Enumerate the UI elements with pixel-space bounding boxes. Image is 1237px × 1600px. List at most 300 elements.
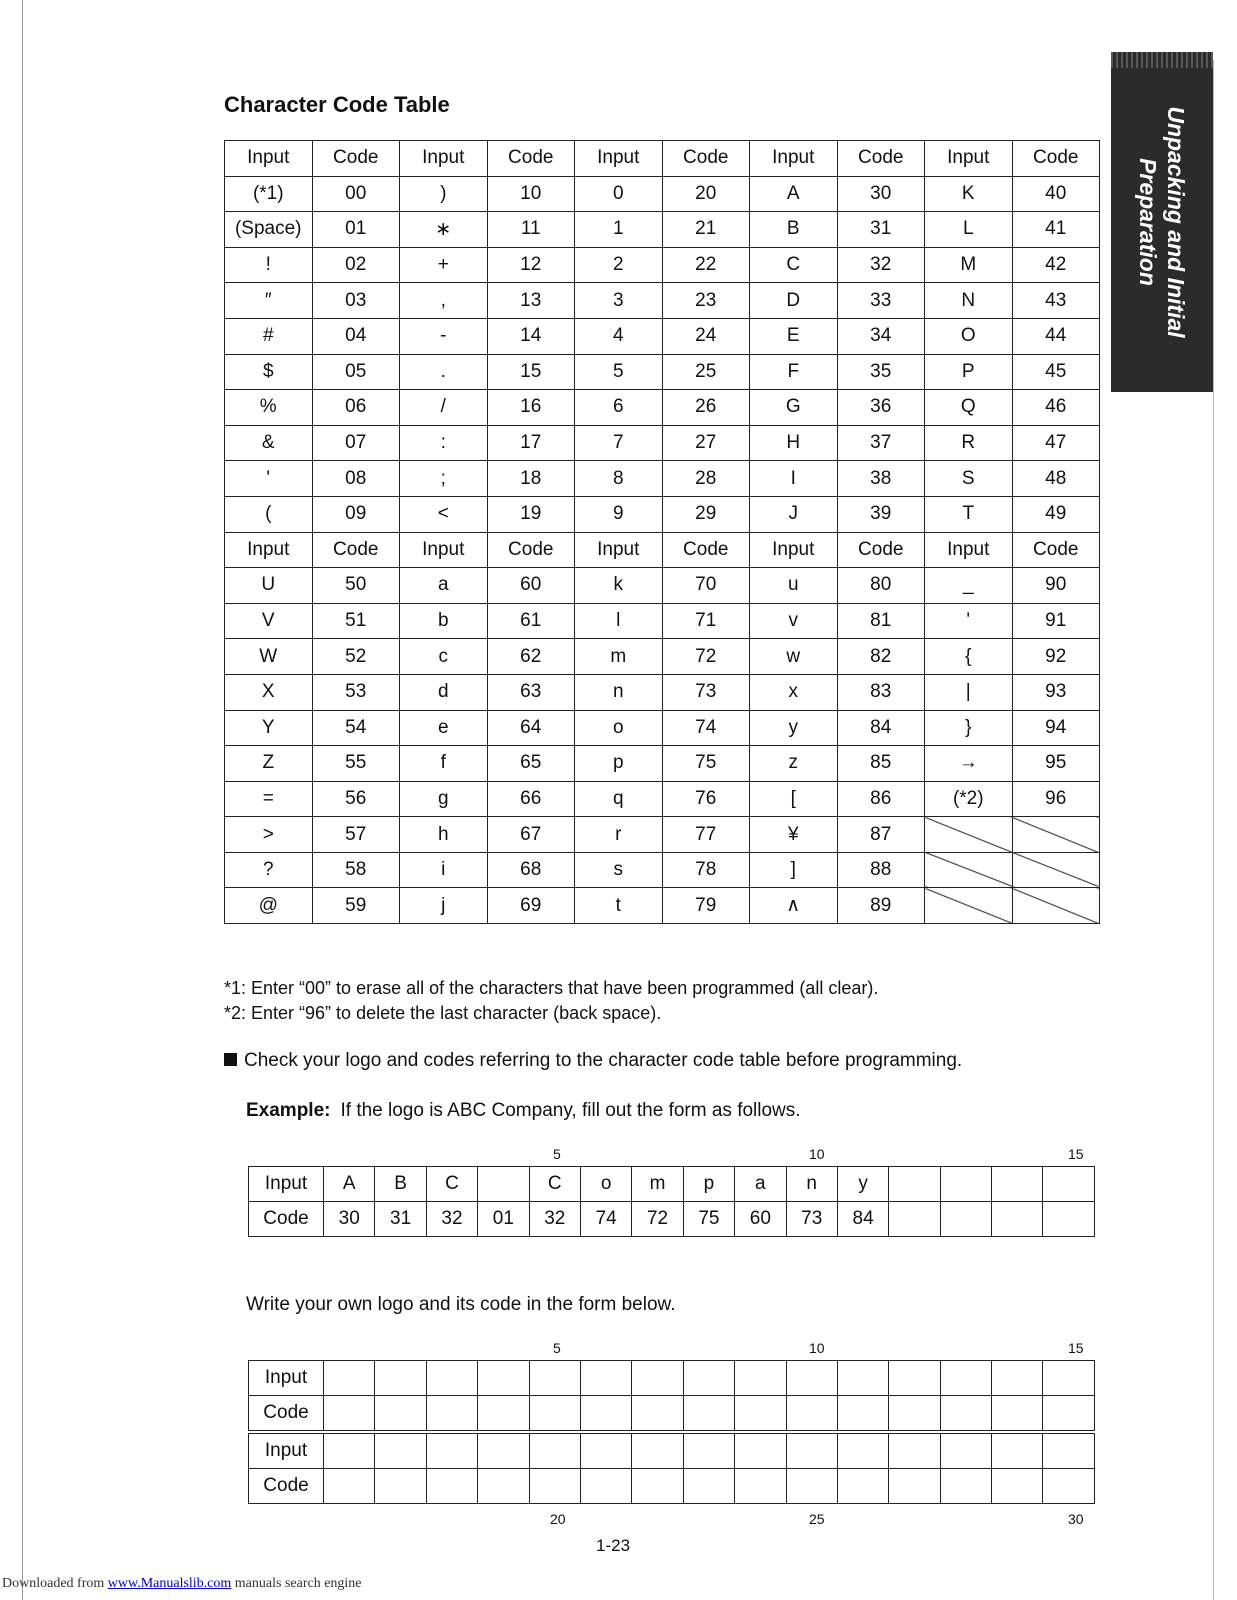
code-table-row (225, 141, 1100, 177)
blank-form-cell[interactable] (580, 1469, 631, 1504)
code-table-cell: 76 (662, 781, 750, 817)
code-table-cell: s (575, 852, 663, 888)
code-table-cell: . (400, 354, 488, 390)
example-col-number-10: 10 (809, 1146, 825, 1162)
example-line (246, 1100, 801, 1122)
code-table-cell: + (400, 247, 488, 283)
code-table-cell: g (400, 781, 488, 817)
code-table-cell (1012, 852, 1100, 888)
code-table-cell: 59 (312, 888, 400, 924)
blank-form-cell[interactable] (324, 1432, 375, 1469)
blank-form-cell[interactable] (940, 1469, 991, 1504)
code-table-cell: 65 (487, 746, 575, 782)
code-table-header-cell: Code (1012, 532, 1100, 568)
blank-form-cell[interactable] (478, 1361, 529, 1396)
code-table-cell: j (400, 888, 488, 924)
code-table-cell: 34 (837, 318, 925, 354)
example-form-cell: 73 (786, 1202, 837, 1237)
code-table-row (225, 532, 1100, 568)
example-form-cell (889, 1167, 940, 1202)
example-form-row (249, 1202, 1095, 1237)
blank-form-cell[interactable] (375, 1361, 426, 1396)
blank-form-cell[interactable] (580, 1361, 631, 1396)
code-table-cell: y (750, 710, 838, 746)
blank-form-cell[interactable] (426, 1396, 477, 1433)
side-tab-line2: Preparation (1135, 158, 1161, 286)
blank-form-cell[interactable] (375, 1396, 426, 1433)
code-table-cell: S (925, 461, 1013, 497)
code-table-cell: 8 (575, 461, 663, 497)
code-table-cell: 0 (575, 176, 663, 212)
code-table-cell: 94 (1012, 710, 1100, 746)
code-table-cell: P (925, 354, 1013, 390)
code-table-cell: 08 (312, 461, 400, 497)
code-table-cell: i (400, 852, 488, 888)
code-table-cell: 81 (837, 603, 925, 639)
code-table-cell: 88 (837, 852, 925, 888)
code-table-cell: 16 (487, 390, 575, 426)
code-table-cell: B (750, 212, 838, 248)
blank-col-number-15: 15 (1068, 1340, 1084, 1356)
blank-form-cell[interactable] (632, 1469, 683, 1504)
example-form-cell (1043, 1167, 1094, 1202)
code-table-row (225, 283, 1100, 319)
code-table-row (225, 568, 1100, 604)
blank-form-cell[interactable] (683, 1432, 734, 1469)
code-table-row (225, 461, 1100, 497)
page-title: Character Code Table (224, 92, 450, 117)
code-table-header-cell: Input (225, 141, 313, 177)
example-form-cell: C (529, 1167, 580, 1202)
footer-link[interactable]: www.Manualslib.com (107, 1576, 232, 1591)
code-table-cell: (Space) (225, 212, 313, 248)
blank-form-cell[interactable] (735, 1361, 786, 1396)
code-table-cell: 28 (662, 461, 750, 497)
blank-form-cell[interactable] (426, 1432, 477, 1469)
code-table-header-cell: Code (487, 532, 575, 568)
blank-form-cell[interactable] (735, 1432, 786, 1469)
code-table-cell: 42 (1012, 247, 1100, 283)
code-table-header-cell: Code (312, 532, 400, 568)
code-table-header-cell: Input (925, 141, 1013, 177)
code-table-cell: & (225, 425, 313, 461)
blank-form-cell[interactable] (683, 1396, 734, 1433)
code-table-header-cell: Input (400, 532, 488, 568)
left-margin-line (22, 0, 23, 1600)
code-table-cell: ] (750, 852, 838, 888)
code-table-cell: J (750, 496, 838, 532)
code-table-cell: E (750, 318, 838, 354)
code-table-cell (925, 888, 1013, 924)
example-form-cell: m (632, 1167, 683, 1202)
check-instruction (224, 1050, 962, 1072)
code-table-cell: Z (225, 746, 313, 782)
blank-col-number-5: 5 (553, 1340, 561, 1356)
blank-form-cell[interactable] (580, 1432, 631, 1469)
example-form-cell: 60 (735, 1202, 786, 1237)
code-table-cell: 43 (1012, 283, 1100, 319)
code-table-header-cell: Input (750, 141, 838, 177)
code-table-cell: q (575, 781, 663, 817)
code-table-cell: 86 (837, 781, 925, 817)
blank-form-cell[interactable] (426, 1361, 477, 1396)
code-table-cell: 39 (837, 496, 925, 532)
code-table-row (225, 354, 1100, 390)
blank-form-cell[interactable] (683, 1469, 734, 1504)
code-table-cell: 27 (662, 425, 750, 461)
code-table-cell: 79 (662, 888, 750, 924)
code-table-cell: 62 (487, 639, 575, 675)
code-table-row (225, 710, 1100, 746)
example-form-cell: 31 (375, 1202, 426, 1237)
code-table-cell: H (750, 425, 838, 461)
code-table-row (225, 781, 1100, 817)
example-form (248, 1166, 1095, 1237)
code-table-cell: 5 (575, 354, 663, 390)
blank-form-cell[interactable] (1043, 1469, 1094, 1504)
blank-row-label: Input (249, 1432, 324, 1469)
example-col-number-5: 5 (553, 1146, 561, 1162)
blank-col-number-30: 30 (1068, 1511, 1084, 1527)
code-table-cell: X (225, 674, 313, 710)
code-table-cell: A (750, 176, 838, 212)
code-table-cell: l (575, 603, 663, 639)
code-table-cell: R (925, 425, 1013, 461)
code-table-cell: > (225, 817, 313, 853)
code-table-cell: 37 (837, 425, 925, 461)
code-table-cell: { (925, 639, 1013, 675)
code-table-cell: 03 (312, 283, 400, 319)
blank-form-cell[interactable] (478, 1396, 529, 1433)
code-table-cell: u (750, 568, 838, 604)
code-table-cell: N (925, 283, 1013, 319)
code-table-cell: 6 (575, 390, 663, 426)
code-table-cell: 73 (662, 674, 750, 710)
code-table-cell: v (750, 603, 838, 639)
example-form-cell (992, 1167, 1043, 1202)
blank-form-cell[interactable] (889, 1396, 940, 1433)
blank-form-cell[interactable] (324, 1396, 375, 1433)
code-table-cell: ! (225, 247, 313, 283)
example-form-cell: n (786, 1167, 837, 1202)
code-table-cell: 30 (837, 176, 925, 212)
blank-form-cell[interactable] (529, 1432, 580, 1469)
code-table-row (225, 496, 1100, 532)
blank-form-row (249, 1361, 1095, 1396)
code-table-cell: O (925, 318, 1013, 354)
code-table-cell: 17 (487, 425, 575, 461)
blank-form-cell[interactable] (735, 1469, 786, 1504)
blank-row-label: Input (249, 1361, 324, 1396)
page-number: 1-23 (596, 1536, 631, 1555)
blank-form-cell[interactable] (375, 1432, 426, 1469)
code-table-cell: e (400, 710, 488, 746)
example-form-cell (992, 1202, 1043, 1237)
blank-form-cell[interactable] (837, 1432, 888, 1469)
blank-form-cell[interactable] (529, 1361, 580, 1396)
bullet-square-icon (224, 1053, 237, 1066)
code-table-cell: - (400, 318, 488, 354)
code-table-cell (1012, 817, 1100, 853)
code-table-row (225, 639, 1100, 675)
blank-col-number-10: 10 (809, 1340, 825, 1356)
code-table-cell: h (400, 817, 488, 853)
code-table-cell: 77 (662, 817, 750, 853)
code-table-header-cell: Code (662, 141, 750, 177)
code-table-cell: 1 (575, 212, 663, 248)
blank-form-cell[interactable] (940, 1361, 991, 1396)
code-table-cell: k (575, 568, 663, 604)
blank-form-cell[interactable] (889, 1469, 940, 1504)
write-instruction: Write your own logo and its code in the form below. (246, 1294, 676, 1315)
code-table-cell: d (400, 674, 488, 710)
blank-form-cell[interactable] (889, 1361, 940, 1396)
code-table-cell: c (400, 639, 488, 675)
example-form-cell (889, 1202, 940, 1237)
blank-form-cell[interactable] (786, 1396, 837, 1433)
code-table-header-cell: Input (575, 532, 663, 568)
code-table-cell: 57 (312, 817, 400, 853)
example-form-cell: 84 (837, 1202, 888, 1237)
blank-form-cell[interactable] (837, 1396, 888, 1433)
code-table-header-cell: Code (487, 141, 575, 177)
code-table-cell: 90 (1012, 568, 1100, 604)
blank-form-cell[interactable] (426, 1469, 477, 1504)
code-table-cell: ″ (225, 283, 313, 319)
blank-form-cell[interactable] (529, 1396, 580, 1433)
blank-form-cell[interactable] (683, 1361, 734, 1396)
blank-form-cell[interactable] (992, 1361, 1043, 1396)
blank-form-cell[interactable] (375, 1469, 426, 1504)
example-form-cell: a (735, 1167, 786, 1202)
code-table-row (225, 852, 1100, 888)
blank-form-cell[interactable] (632, 1432, 683, 1469)
code-table-header-cell: Code (837, 141, 925, 177)
code-table-row (225, 888, 1100, 924)
blank-form-cell[interactable] (786, 1469, 837, 1504)
example-form-cell: 01 (478, 1202, 529, 1237)
code-table-header-cell: Code (312, 141, 400, 177)
blank-form-cell[interactable] (992, 1432, 1043, 1469)
example-form-cell: A (324, 1167, 375, 1202)
code-table-cell: < (400, 496, 488, 532)
code-table-cell: 13 (487, 283, 575, 319)
code-table-cell: 93 (1012, 674, 1100, 710)
example-row-label: Input (249, 1167, 324, 1202)
code-table-cell: W (225, 639, 313, 675)
code-table-cell: 29 (662, 496, 750, 532)
code-table-cell: 02 (312, 247, 400, 283)
code-table-cell: ' (925, 603, 1013, 639)
example-form-cell: 72 (632, 1202, 683, 1237)
code-table-row (225, 674, 1100, 710)
code-table-cell: 69 (487, 888, 575, 924)
blank-form-cell[interactable] (889, 1432, 940, 1469)
code-table-cell: 31 (837, 212, 925, 248)
blank-form-row (249, 1396, 1095, 1433)
code-table-row (225, 247, 1100, 283)
check-text: Check your logo and codes referring to the character code table before programming. (244, 1050, 963, 1071)
blank-form-cell[interactable] (632, 1396, 683, 1433)
code-table-cell: o (575, 710, 663, 746)
code-table-cell: 78 (662, 852, 750, 888)
code-table-cell: 41 (1012, 212, 1100, 248)
code-table-header-cell: Code (1012, 141, 1100, 177)
code-table-cell: 25 (662, 354, 750, 390)
code-table-header-cell: Code (837, 532, 925, 568)
code-table-cell: ( (225, 496, 313, 532)
footnote-1: *1: Enter “00” to erase all of the characters that have been programmed (all clear). (224, 978, 879, 998)
code-table-cell: G (750, 390, 838, 426)
blank-form-cell[interactable] (632, 1361, 683, 1396)
blank-form-cell[interactable] (580, 1396, 631, 1433)
code-table-cell: ; (400, 461, 488, 497)
code-table-cell: , (400, 283, 488, 319)
code-table-cell: $ (225, 354, 313, 390)
code-table-cell: | (925, 674, 1013, 710)
blank-form-cell[interactable] (529, 1469, 580, 1504)
example-row-label: Code (249, 1202, 324, 1237)
code-table-cell (1012, 888, 1100, 924)
code-table-header-cell: Input (225, 532, 313, 568)
example-col-number-15: 15 (1068, 1146, 1084, 1162)
code-table-cell: 23 (662, 283, 750, 319)
code-table-cell: 11 (487, 212, 575, 248)
code-table-cell: m (575, 639, 663, 675)
code-table-row (225, 212, 1100, 248)
code-table-cell: 61 (487, 603, 575, 639)
code-table-cell: ) (400, 176, 488, 212)
code-table-cell: r (575, 817, 663, 853)
code-table-cell: t (575, 888, 663, 924)
footnote-2: *2: Enter “96” to delete the last character (back space). (224, 1003, 662, 1023)
code-table-row (225, 390, 1100, 426)
code-table-row (225, 817, 1100, 853)
blank-form-cell[interactable] (837, 1469, 888, 1504)
code-table-cell: 51 (312, 603, 400, 639)
code-table-cell: [ (750, 781, 838, 817)
code-table-cell: Q (925, 390, 1013, 426)
blank-form-cell[interactable] (940, 1396, 991, 1433)
code-table-header-cell: Input (575, 141, 663, 177)
code-table-cell: (*1) (225, 176, 313, 212)
blank-form-cell[interactable] (992, 1469, 1043, 1504)
footer-suffix: manuals search engine (231, 1576, 362, 1591)
code-table-cell: 95 (1012, 746, 1100, 782)
example-form-cell: B (375, 1167, 426, 1202)
code-table-row (225, 425, 1100, 461)
example-form-cell: 74 (580, 1202, 631, 1237)
code-table-cell: w (750, 639, 838, 675)
code-table-cell: 87 (837, 817, 925, 853)
code-table-cell: 04 (312, 318, 400, 354)
code-table-cell: 22 (662, 247, 750, 283)
code-table-cell: 60 (487, 568, 575, 604)
right-margin-line (1213, 60, 1214, 1600)
code-table-cell: 55 (312, 746, 400, 782)
blank-form-cell[interactable] (324, 1469, 375, 1504)
code-table-cell: 52 (312, 639, 400, 675)
code-table-cell: 56 (312, 781, 400, 817)
code-table-cell: # (225, 318, 313, 354)
code-table-cell: 75 (662, 746, 750, 782)
code-table-cell: 05 (312, 354, 400, 390)
side-tab-label (1134, 106, 1190, 337)
code-table-cell: 35 (837, 354, 925, 390)
blank-form-cell[interactable] (1043, 1396, 1094, 1433)
example-form-cell: 32 (529, 1202, 580, 1237)
example-form-cell: p (683, 1167, 734, 1202)
code-table-cell: ¥ (750, 817, 838, 853)
code-table-cell: ? (225, 852, 313, 888)
blank-form-cell[interactable] (940, 1432, 991, 1469)
blank-form-row (249, 1432, 1095, 1469)
example-form-cell: 75 (683, 1202, 734, 1237)
code-table-cell: K (925, 176, 1013, 212)
code-table-cell: M (925, 247, 1013, 283)
code-table-row (225, 746, 1100, 782)
code-table-cell: F (750, 354, 838, 390)
example-form-cell: 32 (426, 1202, 477, 1237)
example-form-cell: o (580, 1167, 631, 1202)
code-table-cell: 15 (487, 354, 575, 390)
code-table-cell: 20 (662, 176, 750, 212)
blank-form-cell[interactable] (478, 1469, 529, 1504)
code-table-cell: L (925, 212, 1013, 248)
code-table-cell: 12 (487, 247, 575, 283)
code-table-header-cell: Input (750, 532, 838, 568)
blank-form-cell[interactable] (478, 1432, 529, 1469)
code-table-cell: 96 (1012, 781, 1100, 817)
code-table-cell: 10 (487, 176, 575, 212)
blank-form-cell[interactable] (1043, 1361, 1094, 1396)
code-table-cell: 83 (837, 674, 925, 710)
code-table-cell: ∧ (750, 888, 838, 924)
code-table-cell: U (225, 568, 313, 604)
code-table-cell: z (750, 746, 838, 782)
code-table-row (225, 603, 1100, 639)
footer-prefix: Downloaded from (2, 1576, 108, 1591)
download-footer (2, 1576, 362, 1592)
blank-form-cell[interactable] (1043, 1432, 1094, 1469)
code-table-cell: 32 (837, 247, 925, 283)
code-table-cell: 3 (575, 283, 663, 319)
blank-form-cell[interactable] (786, 1432, 837, 1469)
blank-form-cell[interactable] (324, 1361, 375, 1396)
code-table-cell: 36 (837, 390, 925, 426)
code-table-cell: D (750, 283, 838, 319)
blank-row-label: Code (249, 1396, 324, 1433)
example-form-cell (940, 1167, 991, 1202)
example-form-cell: 30 (324, 1202, 375, 1237)
blank-form-cell[interactable] (992, 1396, 1043, 1433)
code-table-cell: } (925, 710, 1013, 746)
blank-form-cell[interactable] (735, 1396, 786, 1433)
example-label: Example: (246, 1100, 331, 1121)
code-table-cell: 54 (312, 710, 400, 746)
code-table-cell: 07 (312, 425, 400, 461)
code-table-cell: n (575, 674, 663, 710)
code-table-cell: % (225, 390, 313, 426)
blank-form-cell[interactable] (786, 1361, 837, 1396)
code-table-cell: 58 (312, 852, 400, 888)
blank-form-cell[interactable] (837, 1361, 888, 1396)
code-table-cell: 67 (487, 817, 575, 853)
code-table-cell: 9 (575, 496, 663, 532)
code-table-cell: 50 (312, 568, 400, 604)
code-table-cell: 84 (837, 710, 925, 746)
code-table-cell: 68 (487, 852, 575, 888)
